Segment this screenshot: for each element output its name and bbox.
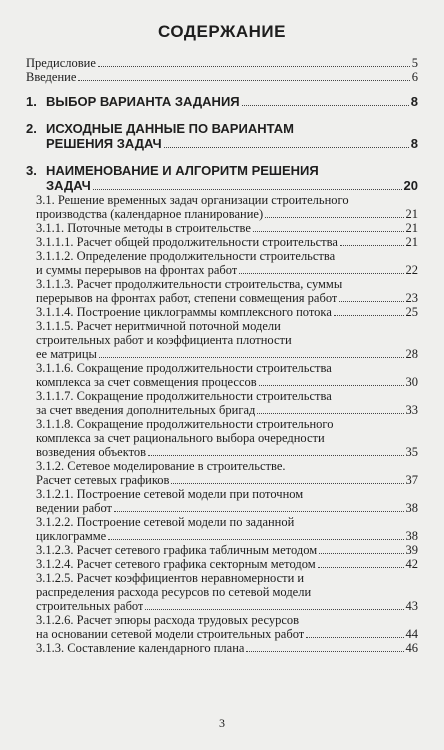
toc-entry-line: 3.1.2.6. Расчет эпюры расхода трудовых ресурсов [36, 613, 300, 627]
chapter-title-line1: ИСХОДНЫЕ ДАННЫЕ ПО ВАРИАНТАМ [46, 121, 294, 136]
toc-section-3-1-2-2 [26, 515, 418, 543]
toc-section-3-1-1-6 [26, 361, 418, 389]
toc-section-3-1-2-6 [26, 613, 418, 641]
chapter-title-line1: НАИМЕНОВАНИЕ И АЛГОРИТМ РЕШЕНИЯ [46, 163, 319, 178]
toc-chapter-1 [26, 94, 418, 109]
toc-page-number: 44 [405, 627, 418, 641]
toc-section-3-1-2-3 [26, 543, 418, 557]
leader-dots [253, 231, 404, 232]
toc-page-number: 21 [405, 207, 418, 221]
toc-entry-line: 3.1.2.1. Построение сетевой модели при поточном [36, 487, 304, 501]
leader-dots [259, 385, 404, 386]
toc-entry-text: 3.1.1. Поточные методы в строительстве [36, 221, 251, 235]
toc-section-3-1-2-5 [26, 571, 418, 613]
toc-section-3-1-3 [26, 641, 418, 655]
toc-page-number: 43 [405, 599, 418, 613]
toc-page-number: 8 [410, 94, 418, 109]
chapter-title: ВЫБОР ВАРИАНТА ЗАДАНИЯ [46, 94, 240, 109]
page-title: СОДЕРЖАНИЕ [158, 22, 286, 41]
toc-entry-line: производства (календарное планирование) [36, 207, 264, 221]
chapter-number: 3. [26, 163, 37, 178]
toc-entry-line: и суммы перерывов на фронтах работ [36, 263, 238, 277]
toc-entry-line: Расчет сетевых графиков [36, 473, 170, 487]
toc-entry-line: 3.1. Решение временных задач организации строительного [36, 193, 349, 207]
leader-dots [306, 637, 403, 638]
toc-entry-line: комплекса за счет совмещения процессов [36, 375, 257, 389]
leader-dots [171, 483, 403, 484]
toc-entry-preface [26, 56, 418, 70]
toc-page-number: 28 [405, 347, 418, 361]
toc-entry-text: 3.1.1.4. Построение циклограммы комплексного потока [36, 305, 332, 319]
toc-entry-line: 3.1.1.3. Расчет продолжительности строительства, суммы [36, 277, 343, 291]
toc-page-number: 46 [405, 641, 418, 655]
toc-page-number: 42 [405, 557, 418, 571]
leader-dots [145, 609, 403, 610]
toc-entry-line: на основании сетевой модели строительных работ [36, 627, 305, 641]
leader-dots [319, 553, 403, 554]
chapter-number: 1. [26, 94, 37, 109]
toc-page-number: 5 [411, 56, 418, 70]
toc-entry-line: строительных работ [36, 599, 144, 613]
toc-section-3-1-2-4 [26, 557, 418, 571]
toc-entry-text: 3.1.1.1. Расчет общей продолжительности строительства [36, 235, 338, 249]
toc-page-number: 8 [410, 136, 418, 151]
leader-dots [340, 245, 404, 246]
toc-entry-line: 3.1.2. Сетевое моделирование в строительстве. [36, 459, 286, 473]
toc-entry-text: 3.1.3. Составление календарного плана [36, 641, 245, 655]
toc-entry-line: 3.1.1.5. Расчет неритмичной поточной модели [36, 319, 281, 333]
toc-page-number: 38 [405, 529, 418, 543]
leader-dots [334, 315, 404, 316]
toc-entry-line: перерывов на фронтах работ, степени совмещения работ [36, 291, 338, 305]
toc-entry-line: за счет введения дополнительных бригад [36, 403, 256, 417]
toc-page-number: 33 [405, 403, 418, 417]
toc-entry-line: циклограмме [36, 529, 107, 543]
leader-dots [98, 66, 410, 67]
leader-dots [242, 105, 409, 106]
toc-entry-line: 3.1.1.8. Сокращение продолжительности строительного [36, 417, 334, 431]
chapter-number: 2. [26, 121, 37, 136]
toc-page-number: 37 [405, 473, 418, 487]
toc-section-3-1-1 [26, 221, 418, 235]
toc-entry-line: 3.1.1.6. Сокращение продолжительности строительства [36, 361, 332, 375]
toc-page-number: 39 [405, 543, 418, 557]
toc-entry-text: 3.1.2.4. Расчет сетевого графика секторным методом [36, 557, 316, 571]
toc-entry-text: Предисловие [26, 56, 96, 70]
leader-dots [93, 189, 402, 190]
toc-entry-line: возведения объектов [36, 445, 147, 459]
chapter-title-line2: РЕШЕНИЯ ЗАДАЧ [46, 136, 162, 151]
toc-entry-introduction [26, 70, 418, 84]
toc-entry-line: ее матрицы [36, 347, 97, 361]
toc-section-3-1-2-1 [26, 487, 418, 515]
toc-page-number: 6 [411, 70, 418, 84]
toc-page-number: 30 [405, 375, 418, 389]
leader-dots [148, 455, 403, 456]
toc-page-number: 38 [405, 501, 418, 515]
toc-page-number: 22 [405, 263, 418, 277]
page-number: 3 [219, 716, 225, 730]
toc-entry-line: 3.1.2.5. Расчет коэффициентов неравномерности и [36, 571, 305, 585]
leader-dots [114, 511, 403, 512]
toc-entry-line: 3.1.1.7. Сокращение продолжительности строительства [36, 389, 332, 403]
leader-dots [265, 217, 403, 218]
toc-section-3-1-1-1 [26, 235, 418, 249]
toc-entry-line: строительных работ и коэффициента плотности [36, 333, 292, 347]
toc-page-number: 25 [405, 305, 418, 319]
leader-dots [339, 301, 403, 302]
toc-entry-line: ведении работ [36, 501, 113, 515]
leader-dots [318, 567, 404, 568]
leader-dots [246, 651, 403, 652]
leader-dots [164, 147, 409, 148]
toc-section-3-1-1-8 [26, 417, 418, 459]
toc-page-number: 21 [405, 235, 418, 249]
leader-dots [78, 80, 409, 81]
chapter-title-line2: ЗАДАЧ [46, 178, 91, 193]
toc-page-number: 35 [405, 445, 418, 459]
toc-entry-line: комплекса за счет рационального выбора очередности [36, 431, 325, 445]
toc-page-number: 23 [405, 291, 418, 305]
toc-section-3-1-2 [26, 459, 418, 487]
table-of-contents [26, 56, 418, 655]
toc-chapter-3 [26, 163, 418, 193]
toc-entry-text: 3.1.2.3. Расчет сетевого графика табличным методом [36, 543, 318, 557]
toc-chapter-2 [26, 121, 418, 151]
toc-section-3-1-1-4 [26, 305, 418, 319]
toc-entry-line: распределения расхода ресурсов по сетевой модели [36, 585, 312, 599]
leader-dots [108, 539, 403, 540]
toc-page-number: 20 [403, 178, 418, 193]
leader-dots [99, 357, 404, 358]
toc-section-3-1-1-2 [26, 249, 418, 277]
toc-entry-line: 3.1.2.2. Построение сетевой модели по заданной [36, 515, 295, 529]
toc-entry-line: 3.1.1.2. Определение продолжительности строительства [36, 249, 336, 263]
toc-section-3-1-1-5 [26, 319, 418, 361]
leader-dots [257, 413, 403, 414]
toc-entry-text: Введение [26, 70, 77, 84]
toc-section-3-1 [26, 193, 418, 221]
toc-page-number: 21 [405, 221, 418, 235]
leader-dots [239, 273, 403, 274]
toc-section-3-1-1-3 [26, 277, 418, 305]
toc-section-3-1-1-7 [26, 389, 418, 417]
